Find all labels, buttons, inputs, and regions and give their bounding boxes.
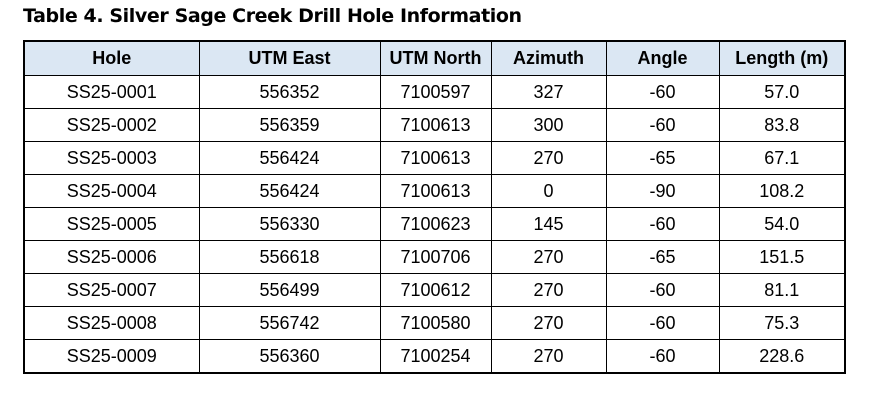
cell-utm-north: 7100613 xyxy=(380,142,491,175)
header-azimuth: Azimuth xyxy=(491,41,606,76)
cell-angle: -60 xyxy=(606,340,719,374)
cell-hole: SS25-0005 xyxy=(24,208,199,241)
cell-utm-north: 7100706 xyxy=(380,241,491,274)
cell-azimuth: 270 xyxy=(491,241,606,274)
header-utm-east: UTM East xyxy=(199,41,380,76)
cell-hole: SS25-0007 xyxy=(24,274,199,307)
cell-azimuth: 270 xyxy=(491,142,606,175)
cell-azimuth: 327 xyxy=(491,76,606,109)
cell-azimuth: 270 xyxy=(491,274,606,307)
cell-utm-east: 556424 xyxy=(199,175,380,208)
table-row xyxy=(24,142,845,175)
cell-utm-north: 7100613 xyxy=(380,109,491,142)
cell-azimuth: 0 xyxy=(491,175,606,208)
table-row xyxy=(24,340,845,374)
cell-angle: -60 xyxy=(606,274,719,307)
cell-utm-east: 556499 xyxy=(199,274,380,307)
cell-utm-east: 556424 xyxy=(199,142,380,175)
table-row xyxy=(24,76,845,109)
cell-utm-north: 7100597 xyxy=(380,76,491,109)
cell-angle: -60 xyxy=(606,307,719,340)
cell-utm-north: 7100623 xyxy=(380,208,491,241)
table-row xyxy=(24,307,845,340)
cell-angle: -60 xyxy=(606,76,719,109)
cell-length: 67.1 xyxy=(719,142,845,175)
table-row xyxy=(24,175,845,208)
cell-hole: SS25-0001 xyxy=(24,76,199,109)
table-row xyxy=(24,208,845,241)
cell-hole: SS25-0003 xyxy=(24,142,199,175)
cell-length: 83.8 xyxy=(719,109,845,142)
table-caption: Table 4. Silver Sage Creek Drill Hole Information xyxy=(23,5,522,27)
table-row xyxy=(24,109,845,142)
header-row xyxy=(24,41,845,76)
cell-azimuth: 300 xyxy=(491,109,606,142)
cell-hole: SS25-0002 xyxy=(24,109,199,142)
cell-utm-east: 556618 xyxy=(199,241,380,274)
cell-utm-east: 556359 xyxy=(199,109,380,142)
cell-utm-north: 7100254 xyxy=(380,340,491,374)
cell-angle: -65 xyxy=(606,241,719,274)
cell-hole: SS25-0006 xyxy=(24,241,199,274)
cell-utm-north: 7100612 xyxy=(380,274,491,307)
cell-length: 108.2 xyxy=(719,175,845,208)
table-row xyxy=(24,274,845,307)
cell-hole: SS25-0009 xyxy=(24,340,199,374)
cell-utm-north: 7100613 xyxy=(380,175,491,208)
header-utm-north: UTM North xyxy=(380,41,491,76)
cell-azimuth: 270 xyxy=(491,340,606,374)
cell-angle: -60 xyxy=(606,109,719,142)
cell-angle: -60 xyxy=(606,208,719,241)
cell-angle: -90 xyxy=(606,175,719,208)
header-hole: Hole xyxy=(24,41,199,76)
table-row xyxy=(24,241,845,274)
cell-utm-east: 556742 xyxy=(199,307,380,340)
cell-length: 228.6 xyxy=(719,340,845,374)
cell-utm-north: 7100580 xyxy=(380,307,491,340)
cell-utm-east: 556330 xyxy=(199,208,380,241)
cell-length: 151.5 xyxy=(719,241,845,274)
cell-azimuth: 270 xyxy=(491,307,606,340)
cell-length: 54.0 xyxy=(719,208,845,241)
cell-hole: SS25-0008 xyxy=(24,307,199,340)
cell-length: 81.1 xyxy=(719,274,845,307)
cell-angle: -65 xyxy=(606,142,719,175)
header-angle: Angle xyxy=(606,41,719,76)
drill-hole-table xyxy=(23,40,846,374)
cell-length: 75.3 xyxy=(719,307,845,340)
cell-length: 57.0 xyxy=(719,76,845,109)
cell-utm-east: 556360 xyxy=(199,340,380,374)
cell-utm-east: 556352 xyxy=(199,76,380,109)
cell-hole: SS25-0004 xyxy=(24,175,199,208)
cell-azimuth: 145 xyxy=(491,208,606,241)
header-length: Length (m) xyxy=(719,41,845,76)
